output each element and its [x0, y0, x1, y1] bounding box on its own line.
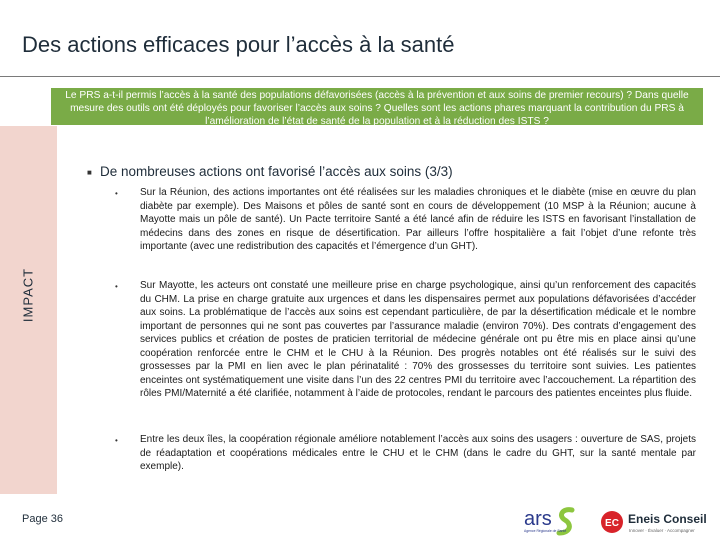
ars-logo-subtext: Agence Régionale de Santé	[524, 529, 567, 533]
section-heading: De nombreuses actions ont favorisé l’accès aux soins (3/3)	[100, 164, 453, 179]
impact-label: IMPACT	[20, 267, 36, 323]
bullet-icon: •	[115, 282, 118, 291]
eneis-name-text: Eneis Conseil	[628, 512, 707, 526]
bullet-icon: •	[115, 189, 118, 198]
bullet-paragraph-reunion: Sur la Réunion, des actions importantes ont été réalisées sur les maladies chroniques et le diabète (mise en œuvre du plan diabète par exemple). Des Maisons et pôles de santé sont en cours de développement (10 MSP à la Réunion; aucune à Mayotte mais un pôle de santé). Un Pacte territoire Santé a été lancé afin de réduire les ISTS en favorisant l’installation de médecins dans des zones en risque de désertification. Par ailleurs l’offre hospitalière a fait l’objet d’une refonte très importante (avec une redistribution des capacités et l’émergence d’un GHT).	[140, 187, 696, 252]
eneis-tagline-text: Innover · Évaluer · Accompagner	[629, 528, 695, 533]
evaluation-question-box: Le PRS a-t-il permis l’accès à la santé des populations défavorisées (accès à la prévention et aux soins de premier recours) ? Dans quelle mesure des outils ont été déployés pour favoriser l’accès aux soins ? Quelles sont les actions phares marquant la contribution du PRS à l’amélioration de l’état de santé de la population et à la réduction des ISTS ?	[51, 88, 703, 125]
slide-title: Des actions efficaces pour l’accès à la santé	[22, 32, 455, 57]
square-bullet-icon: ■	[87, 168, 92, 177]
bullet-paragraph-mayotte: Sur Mayotte, les acteurs ont constaté une meilleure prise en charge psychologique, ainsi qu’un renforcement des capacités du CHM. La prise en charge gratuite aux urgences et dans les dispensaires permet aux populations défavorisées d’accéder aux soins. La problématique de l’accès aux soins est cependant particulière, de par la désertification médicale et le nombre important de personnes qui ne sont pas couvertes par l’assurance maladie (environ 70%). Des contrats d’engagement des services publics et création de postes de praticien territorial de médecine générale ont pu être mis en place ainsi qu’une coopération renforcée entre le CHM et le CHU à la Réunion. Des progrès notables ont été réalisés sur le suivi des grossesses par la PMI en lien avec le plan périnatalité : 70% des grossesses du territoire sont suivies. Les patientes enceintes ont systématiquement une visite dans l’un des 22 centres PMI du territoire avec l’accouchement. La répartition des rôles PMI/Maternité a été clarifiée, notamment à l’aide de protocoles, rendant le parcours des patientes enceintes plus fluide.	[140, 280, 696, 399]
title-divider	[0, 76, 720, 77]
eneis-conseil-logo	[600, 508, 715, 536]
eneis-badge-text: EC	[605, 518, 619, 529]
bullet-paragraph-cooperation: Entre les deux îles, la coopération régionale améliore notablement l’accès aux soins des usagers : ouverture de SAS, projets de réadaptation et coopérations médicales entre le CHU et le CHM (dans le cadre du GHT, sur la santé mentale par exemple).	[140, 434, 696, 472]
page-number: Page 36	[22, 513, 63, 525]
bullet-icon: •	[115, 436, 118, 445]
ars-logo-text: ars	[524, 508, 552, 530]
ars-logo	[522, 505, 578, 539]
